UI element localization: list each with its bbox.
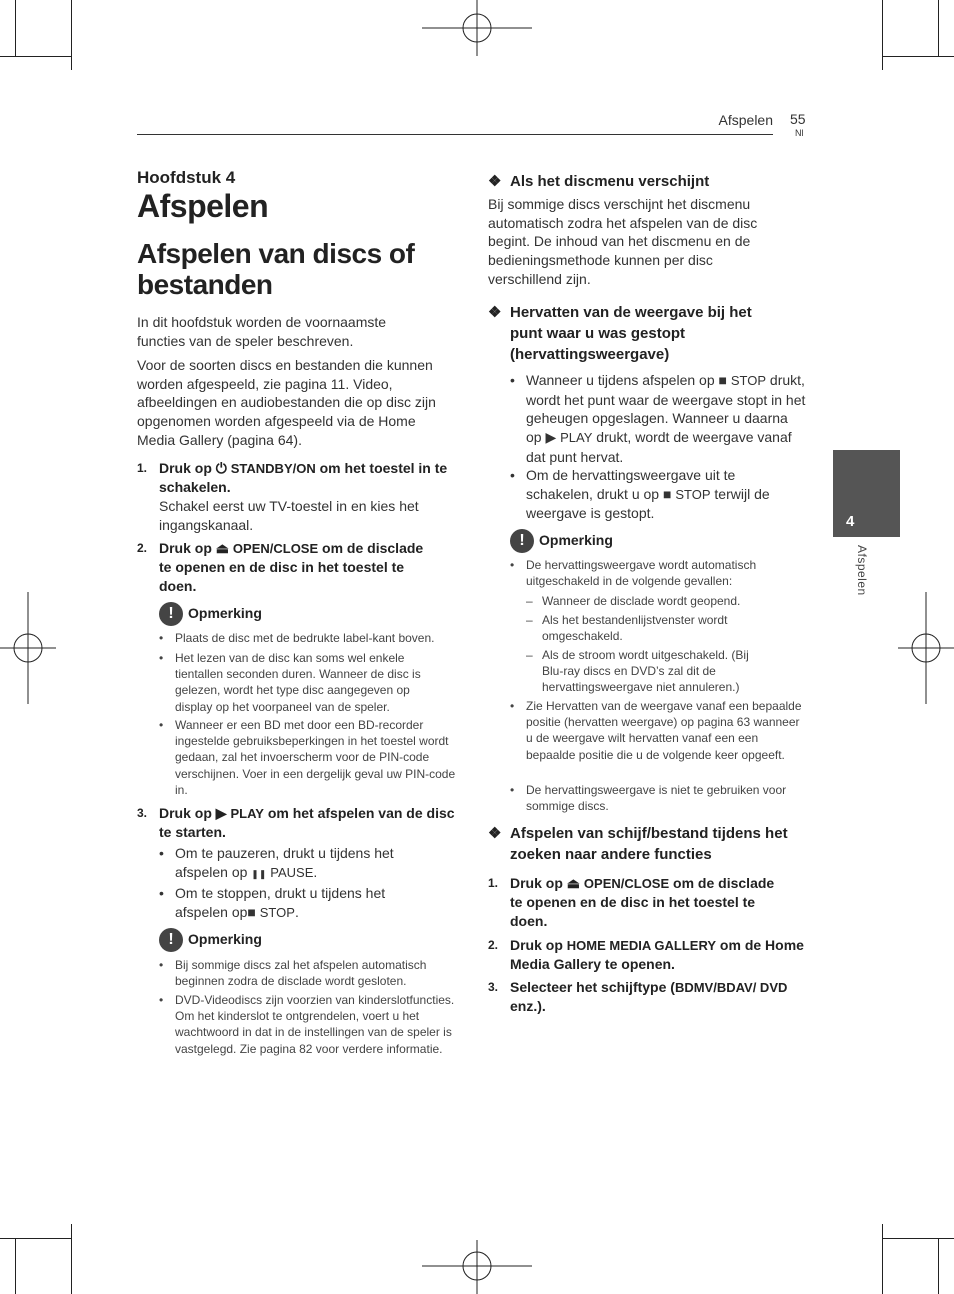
standby-icon: ⏻ — [215, 460, 227, 476]
step-body: Schakel eerst uw TV-toestel in en kies het ingangskanaal. — [159, 498, 419, 533]
page-number: 55 — [790, 111, 806, 127]
chapter-tab — [833, 450, 900, 537]
crop-mark — [882, 56, 938, 57]
diamond-icon: ❖ — [488, 304, 502, 321]
language-code: Nl — [795, 128, 804, 138]
play-icon: ▶ — [215, 805, 227, 821]
crop-mark — [938, 0, 939, 56]
stop-icon: ■ — [718, 372, 727, 388]
crop-mark — [15, 56, 71, 57]
crop-mark — [15, 0, 16, 56]
crop-mark — [882, 0, 883, 70]
crop-mark — [71, 1224, 72, 1294]
crop-mark — [882, 1238, 938, 1239]
exclamation-icon: ! — [510, 529, 534, 553]
chapter-tab-label: Afspelen — [855, 545, 869, 596]
paragraph: Bij sommige discs verschijnt het discmenu automatisch zodra het afspelen van de disc begint. De inhoud van het discmenu en de bedieningsmethode kunnen per disc verschillend zijn. — [488, 196, 758, 287]
running-header-section: Afspelen — [718, 112, 773, 128]
header-rule — [137, 134, 773, 135]
registration-mark — [0, 592, 56, 704]
eject-icon: ⏏ — [566, 875, 581, 891]
section-title: Afspelen van discs of bestanden — [137, 238, 415, 300]
intro-paragraph: Voor de soorten discs en bestanden die kunnen worden afgespeeld, zie pagina 11. Video, afbeeldingen en audiobestanden die op disc zijn opgenomen worden afgespeeld via de Home Media Gallery (pagina 64). — [137, 357, 436, 448]
diamond-icon: ❖ — [488, 825, 502, 842]
crop-mark — [938, 1238, 939, 1294]
exclamation-icon: ! — [159, 602, 183, 626]
crop-mark — [882, 1224, 883, 1294]
chapter-tab-number: 4 — [846, 513, 855, 530]
intro-paragraph: In dit hoofdstuk worden de voornaamste functies van de speler beschreven. — [137, 314, 387, 349]
diamond-icon: ❖ — [488, 173, 502, 190]
registration-mark — [422, 1238, 532, 1294]
exclamation-icon: ! — [159, 928, 183, 952]
crop-mark — [71, 0, 72, 70]
stop-icon: ■ — [247, 903, 256, 920]
stop-icon: ■ — [662, 485, 672, 502]
page-title: Afspelen — [137, 188, 269, 224]
chapter-label: Hoofdstuk 4 — [137, 168, 236, 187]
play-icon: ▶ — [545, 429, 557, 446]
eject-icon: ⏏ — [215, 540, 230, 556]
crop-mark — [15, 1238, 16, 1294]
registration-mark — [422, 0, 532, 60]
crop-mark — [15, 1238, 71, 1239]
registration-mark — [898, 592, 954, 704]
pause-icon: ❚❚ — [251, 868, 267, 879]
